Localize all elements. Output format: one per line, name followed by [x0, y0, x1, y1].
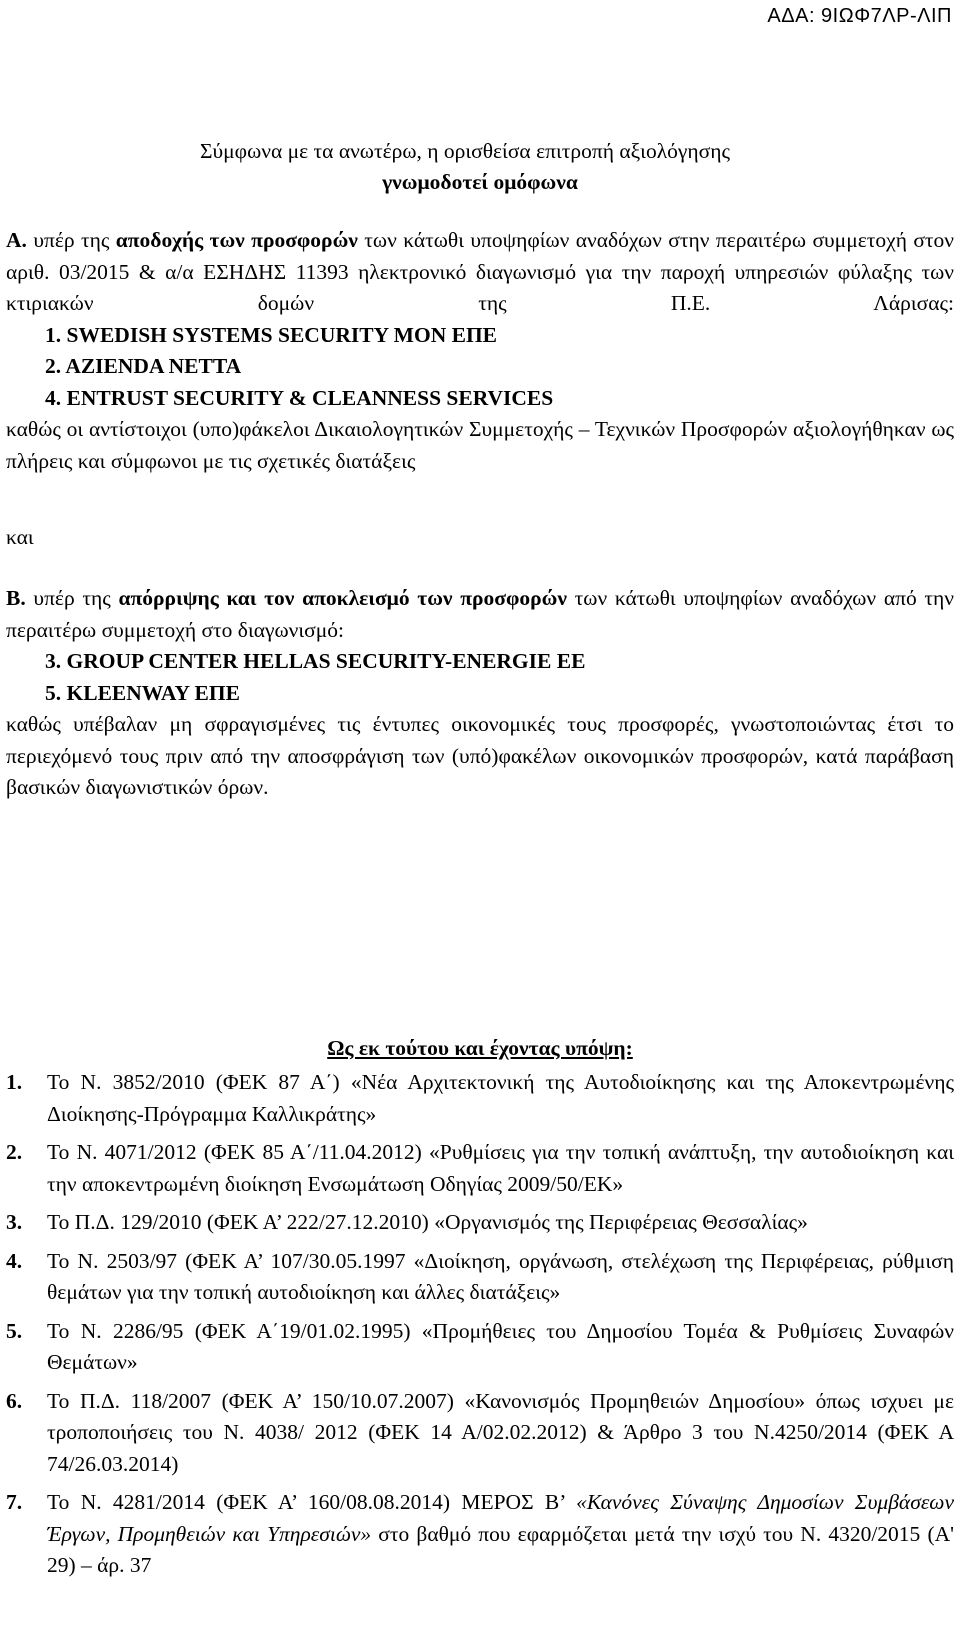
item-text-post: στο βαθμό που εφαρμόζεται μετά την ισχύ του Ν. 4320/2015 (Α' 29) – άρ. 37 [47, 1521, 955, 1577]
ada-code: ΑΔΑ: 9ΙΩΦ7ΛΡ-ΛΙΠ [767, 5, 952, 27]
item-number: 2. [6, 1140, 23, 1164]
item-text: Το Π.Δ. 118/2007 (ΦΕΚ Α’ 150/10.07.2007) «Κανονισμός Προμηθειών Δημοσίου» όπως ισχυει με τροποποιήσεις του Ν. 4038/ 2012 (ΦΕΚ 14 Α/02.02.2012) & Άρθρο 3 του Ν.4250/2014 (ΦΕΚ Α 74/26.03.2014) [47, 1388, 954, 1476]
connector: και [6, 525, 34, 549]
intro-verdict: γνωμοδοτεί ομόφωνα [382, 170, 578, 194]
item-number: 7. [6, 1490, 23, 1514]
section-b-closing: καθώς υπέβαλαν μη σφραγισμένες τις έντυπες οικονομικές τους προσφορές, γνωστοποιώντας έτσι το περιεχόμενό τους πριν από την αποσφράγιση των (υπό)φακέλων οικονομικών προσφορών, κατά παράβαση βασικών διαγωνιστικών όρων. [6, 712, 954, 799]
item-number: 6. [6, 1388, 23, 1413]
laws-list [6, 1067, 954, 1589]
section-b-pre: υπέρ της [33, 586, 111, 610]
section-b-bold: απόρριψης και τον αποκλεισμό των προσφορών [118, 586, 567, 610]
section-a-companies [6, 320, 954, 415]
item-text: Το Ν. 3852/2010 (ΦΕΚ 87 Α΄) «Νέα Αρχιτεκτονική της Αυτοδιοίκησης και της Αποκεντρωμένης Διοίκησης-Πρόγραμμα Καλλικράτης» [47, 1070, 954, 1126]
list-item [6, 1386, 954, 1481]
considerations-heading: Ως εκ τούτου και έχοντας υπόψη: [327, 1036, 633, 1060]
item-text: Το Ν. 2503/97 (ΦΕΚ Α’ 107/30.05.1997 «Διοίκηση, οργάνωση, στελέχωση της Περιφέρειας, ρύθμιση θεμάτων για την τοπική αυτοδιοίκηση και άλλες διατάξεις» [47, 1248, 954, 1304]
list-item [6, 1207, 954, 1239]
list-item [6, 1137, 954, 1200]
section-a [6, 225, 954, 477]
section-b-post: των κάτωθι υποψηφίων αναδόχων από την περαιτέρω συμμετοχή στο διαγωνισμό: [6, 586, 955, 642]
item-text: Το Ν. 2286/95 (ΦΕΚ Α΄19/01.02.1995) «Προμήθειες του Δημοσίου Τομέα & Ρυθμίσεις Συναφών Θεμάτων» [47, 1318, 954, 1374]
company-item: 3. GROUP CENTER HELLAS SECURITY-ENERGIE EE [45, 649, 586, 673]
company-item: 2. AZIENDA NETTA [45, 354, 242, 378]
section-a-letter: Α. [6, 228, 27, 252]
section-a-post: των κάτωθι υποψηφίων αναδόχων στην περαιτέρω συμμετοχή στον αριθ. 03/2015 & α/α ΕΣΗΔΗΣ 11393 ηλεκτρονικό διαγωνισμό για την παροχή υπηρεσιών φύλαξης των κτιριακών δομών της Π.Ε. Λάρισας: [6, 228, 955, 315]
company-item: 4. ENTRUST SECURITY & CLEANNESS SERVICES [45, 385, 554, 410]
company-item: 5. KLEENWAY ΕΠΕ [45, 680, 240, 705]
section-b-paragraph [6, 583, 954, 646]
item-number: 4. [6, 1248, 23, 1273]
section-b-companies [6, 646, 954, 709]
list-item [6, 1067, 954, 1130]
list-item [6, 1316, 954, 1379]
item-number: 3. [6, 1210, 23, 1234]
list-item [6, 1487, 954, 1582]
section-a-paragraph [6, 225, 954, 320]
section-a-closing: καθώς οι αντίστοιχοι (υπο)φάκελοι Δικαιολογητικών Συμμετοχής – Τεχνικών Προσφορών αξιολογήθηκαν ως πλήρεις και σύμφωνοι με τις σχετικές διατάξεις [6, 417, 954, 473]
section-b-letter: Β. [6, 586, 26, 610]
section-a-bold: αποδοχής των προσφορών [115, 228, 358, 252]
item-text-italic: «Κανόνες Σύναψης Δημοσίων Συμβάσεων Έργων, Προμηθειών και Υπηρεσιών» [47, 1490, 955, 1546]
intro [0, 136, 960, 198]
intro-statement: Σύμφωνα με τα ανωτέρω, η ορισθείσα επιτροπή αξιολόγησης [200, 139, 730, 163]
company-item: 1. SWEDISH SYSTEMS SECURITY ΜΟΝ ΕΠΕ [45, 322, 498, 347]
item-number: 1. [6, 1070, 23, 1094]
item-text: Το Ν. 4071/2012 (ΦΕΚ 85 Α΄/11.04.2012) «Ρυθμίσεις για την τοπική ανάπτυξη, την αυτοδιοίκηση και την αποκεντρωμένη διοίκηση Ενσωμάτωση Οδηγίας 2009/50/ΕΚ» [47, 1140, 954, 1196]
item-text-pre: Το Ν. 4281/2014 (ΦΕΚ Α’ 160/08.08.2014) ΜΕΡΟΣ Β’ [47, 1490, 565, 1514]
item-text: Το Π.Δ. 129/2010 (ΦΕΚ Α’ 222/27.12.2010) «Οργανισμός της Περιφέρειας Θεσσαλίας» [47, 1210, 808, 1234]
item-number: 5. [6, 1318, 23, 1343]
section-b [6, 583, 954, 804]
list-item [6, 1246, 954, 1309]
section-a-pre: υπέρ της [33, 228, 110, 252]
